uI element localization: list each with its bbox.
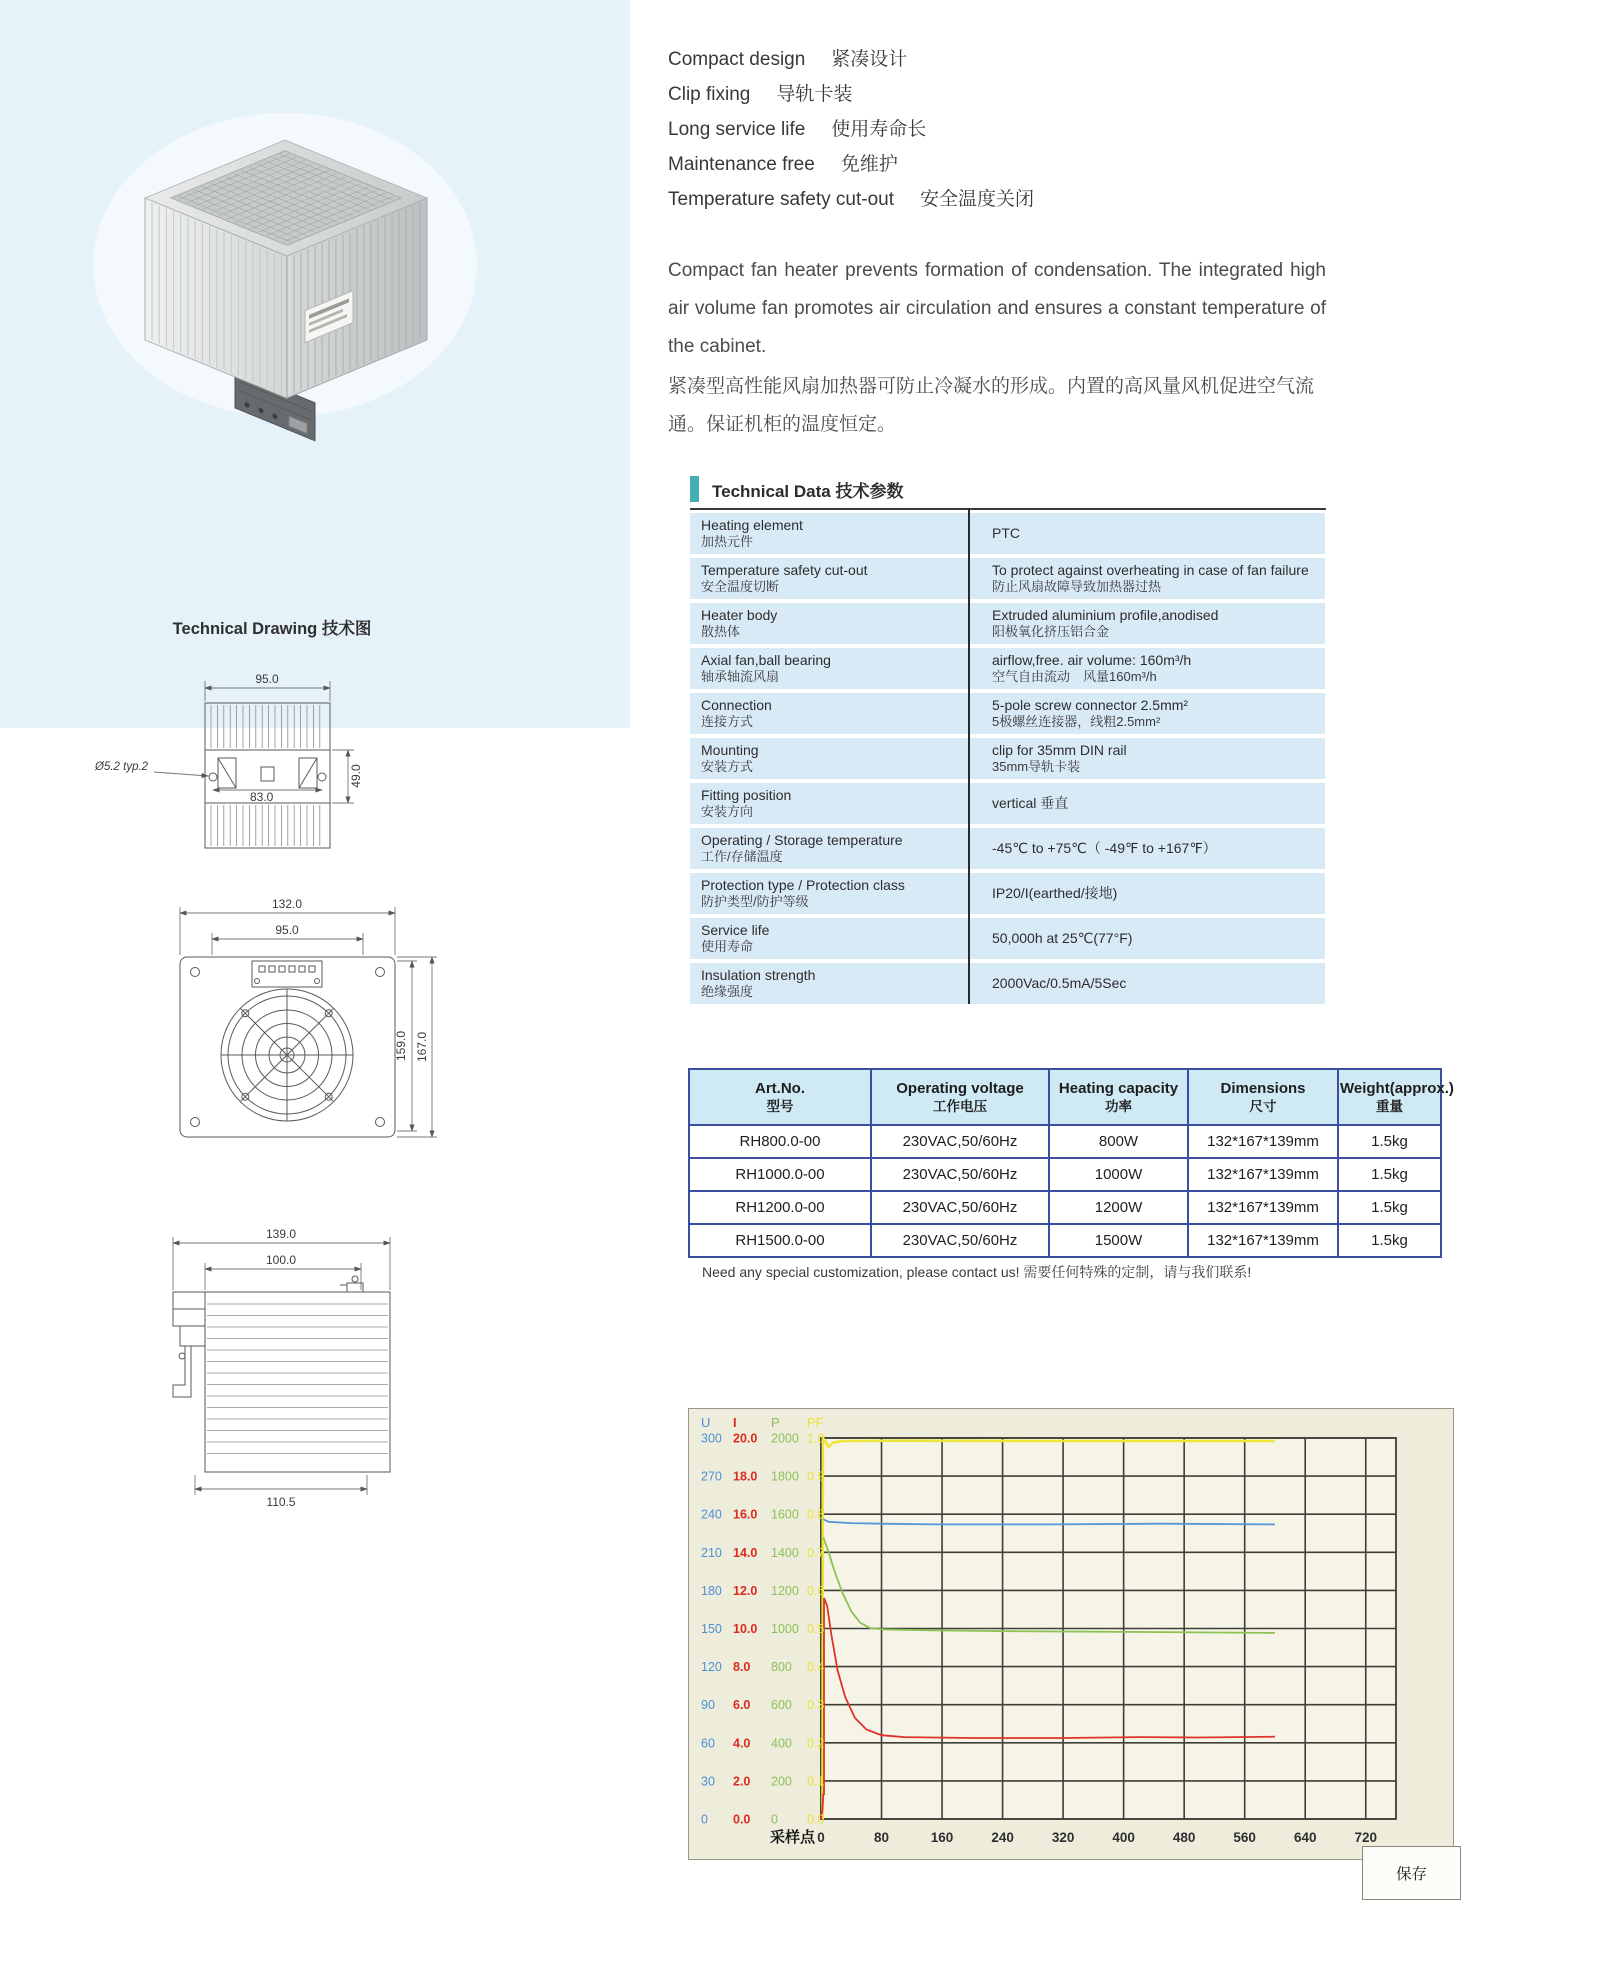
tech-row-value — [976, 963, 1325, 1004]
product-table-cell: 132*167*139mm — [1188, 1191, 1338, 1224]
x-axis-label: 采样点 — [769, 1829, 815, 1846]
axis-tick: 0.8 — [807, 1507, 825, 1522]
dim-95-front: 95.0 — [275, 923, 299, 937]
tech-row-value — [976, 693, 1325, 734]
product-table-cell: RH1500.0-00 — [689, 1224, 871, 1257]
axis-tick: 270 — [701, 1469, 722, 1484]
axis-tick: 12.0 — [733, 1583, 758, 1598]
product-table-header-cell — [1338, 1069, 1454, 1125]
dim-95: 95.0 — [255, 672, 279, 686]
tech-row-value — [976, 783, 1325, 824]
tech-row-value-en: -45℃ to +75℃（ -49℉ to +167℉） — [992, 840, 1217, 857]
tech-row-value-en: clip for 35mm DIN rail — [992, 742, 1127, 758]
axis-tick: 0.4 — [807, 1660, 825, 1675]
tech-row-label — [690, 963, 976, 1004]
x-tick: 720 — [1354, 1830, 1378, 1845]
feature-label-zh: 安全温度关闭 — [920, 189, 1035, 210]
drawing-section-title: Technical Drawing 技术图 — [172, 620, 372, 638]
tech-table — [690, 513, 1325, 1004]
tech-row-label-en: Operating / Storage temperature — [701, 832, 903, 848]
product-table-body — [689, 1125, 1441, 1257]
feature-item — [668, 42, 1034, 77]
tech-row-label — [690, 513, 976, 554]
axis-tick: 20.0 — [733, 1431, 758, 1446]
axis-tick: 0.3 — [807, 1698, 825, 1713]
tech-row-label-zh: 使用寿命 — [701, 938, 754, 954]
feature-label-en: Clip fixing — [668, 84, 751, 105]
description-zh: 紧凑型高性能风扇加热器可防止冷凝水的形成。内置的高风量风机促进空气流通。保证机柜的温度恒定。 — [668, 376, 1315, 435]
axis-header-P: P — [771, 1415, 780, 1430]
axis-tick: 60 — [701, 1736, 715, 1751]
tech-table-divider — [968, 508, 970, 1004]
axis-tick: 2.0 — [733, 1774, 751, 1789]
tech-row-value-zh: 防止风扇故障导致加热器过热 — [992, 578, 1162, 594]
tech-table-row — [690, 783, 1325, 824]
product-table-row — [689, 1191, 1441, 1224]
product-table-header-cell — [1049, 1069, 1188, 1125]
tech-row-value — [976, 918, 1325, 959]
axis-tick: 240 — [701, 1507, 722, 1522]
product-table-cell: RH800.0-00 — [689, 1125, 871, 1158]
axis-tick: 1400 — [771, 1545, 799, 1560]
tech-row-value-en: Extruded aluminium profile,anodised — [992, 607, 1219, 623]
drawing-front-view — [85, 895, 455, 1150]
tech-row-label — [690, 828, 976, 869]
tech-row-label — [690, 648, 976, 689]
feature-item — [668, 77, 1034, 112]
product-table-cell: 230VAC,50/60Hz — [871, 1224, 1049, 1257]
product-table-cell: 1000W — [1049, 1158, 1188, 1191]
dim-49: 49.0 — [349, 764, 363, 788]
tech-row-label — [690, 873, 976, 914]
product-table-cell: 1500W — [1049, 1224, 1188, 1257]
axis-tick: 120 — [701, 1660, 722, 1675]
chart-canvas — [689, 1409, 1453, 1859]
save-button[interactable]: 保存 — [1362, 1846, 1461, 1900]
x-tick: 320 — [1051, 1830, 1075, 1845]
chart-panel — [688, 1408, 1454, 1860]
drawing-side-view — [85, 1225, 430, 1510]
product-table — [688, 1068, 1454, 1258]
header-zh: 尺寸 — [1249, 1098, 1277, 1114]
tech-row-value-en: 5-pole screw connector 2.5mm² — [992, 697, 1189, 713]
axis-tick: 0.0 — [807, 1812, 825, 1827]
dim-100: 100.0 — [265, 1253, 297, 1267]
tech-table-row — [690, 828, 1325, 869]
axis-tick: 0.2 — [807, 1736, 825, 1751]
axis-tick: 10.0 — [733, 1622, 758, 1636]
tech-row-value-en: vertical 垂直 — [992, 795, 1069, 812]
tech-row-value-en: IP20/I(earthed/接地) — [992, 885, 1118, 902]
tech-table-row — [690, 918, 1325, 959]
axis-tick: 4.0 — [733, 1736, 751, 1751]
tech-row-label-zh: 安装方向 — [701, 803, 754, 819]
tech-row-value-zh: 空气自由流动 风量160m³/h — [992, 668, 1157, 684]
x-tick: 240 — [991, 1830, 1014, 1845]
tech-row-label-zh: 轴承轴流风扇 — [701, 668, 780, 684]
tech-row-label-zh: 加热元件 — [701, 533, 754, 549]
header-en: Art.No. — [755, 1079, 805, 1097]
product-table-cell: 1.5kg — [1338, 1125, 1441, 1158]
axis-tick: 600 — [771, 1698, 792, 1713]
accent-bar — [690, 476, 699, 502]
header-en: Dimensions — [1220, 1079, 1306, 1097]
axis-tick: 180 — [701, 1583, 722, 1598]
axis-tick: 16.0 — [733, 1507, 758, 1522]
header-zh: 功率 — [1105, 1098, 1132, 1114]
tech-row-value-en: 2000Vac/0.5mA/5Sec — [992, 975, 1127, 992]
feature-item — [668, 182, 1034, 217]
tech-row-label-zh: 连接方式 — [701, 713, 754, 729]
x-tick: 560 — [1233, 1830, 1256, 1845]
feature-item — [668, 147, 1034, 182]
axis-tick: 1800 — [771, 1469, 799, 1484]
axis-tick: 0.1 — [807, 1774, 825, 1789]
feature-label-en: Maintenance free — [668, 154, 815, 175]
product-table-header-cell — [689, 1069, 871, 1125]
axis-tick: 0.6 — [807, 1583, 825, 1598]
tech-row-value — [976, 603, 1325, 644]
axis-tick: 90 — [701, 1698, 715, 1713]
feature-label-zh: 免维护 — [840, 154, 898, 175]
x-tick: 400 — [1112, 1830, 1135, 1845]
tech-row-label-zh: 安装方式 — [701, 758, 754, 774]
product-table-header-row — [689, 1069, 1441, 1125]
dim-83: 83.0 — [250, 790, 274, 804]
header-zh: 型号 — [766, 1098, 794, 1114]
product-table-row — [689, 1224, 1441, 1257]
axis-tick: 1.0 — [807, 1431, 825, 1446]
header-en: Heating capacity — [1058, 1079, 1179, 1097]
product-photo — [85, 100, 485, 445]
tech-row-label-en: Mounting — [701, 742, 759, 758]
tech-row-label-en: Protection type / Protection class — [701, 877, 905, 893]
tech-row-label — [690, 693, 976, 734]
header-en: Weight(approx.) — [1340, 1079, 1454, 1097]
axis-tick: 18.0 — [733, 1469, 758, 1484]
tech-row-value — [976, 513, 1325, 554]
dim-139: 139.0 — [265, 1227, 297, 1241]
axis-tick: 1600 — [771, 1507, 799, 1522]
tech-row-value-en: PTC — [992, 525, 1020, 542]
tech-row-value-en: To protect against overheating in case of fan failure — [992, 562, 1309, 578]
feature-label-en: Compact design — [668, 49, 806, 70]
tech-row-value — [976, 648, 1325, 689]
tech-row-label-en: Connection — [701, 697, 772, 713]
product-table-cell: RH1200.0-00 — [689, 1191, 871, 1224]
product-table-cell: 230VAC,50/60Hz — [871, 1125, 1049, 1158]
x-tick: 80 — [874, 1830, 890, 1845]
dim-167: 167.0 — [415, 1031, 429, 1063]
axis-tick: 0.9 — [807, 1469, 825, 1484]
feature-item — [668, 112, 1034, 147]
axis-tick: 150 — [701, 1622, 722, 1636]
axis-tick: 0 — [701, 1812, 708, 1827]
axis-tick: 210 — [701, 1545, 722, 1560]
drawing-top-view — [90, 655, 410, 870]
axis-tick: 1200 — [771, 1583, 799, 1598]
axis-tick: 200 — [771, 1774, 792, 1789]
axis-tick: 14.0 — [733, 1545, 758, 1560]
tech-row-value-zh: 35mm导轨卡装 — [992, 758, 1081, 774]
product-table-cell: 132*167*139mm — [1188, 1158, 1338, 1191]
tech-row-label — [690, 918, 976, 959]
product-table-cell: 132*167*139mm — [1188, 1224, 1338, 1257]
x-tick: 0 — [817, 1830, 825, 1845]
tech-row-label-en: Axial fan,ball bearing — [701, 652, 831, 668]
header-zh: 工作电压 — [933, 1098, 987, 1114]
tech-row-label-en: Service life — [701, 922, 770, 938]
axis-tick: 0.5 — [807, 1622, 825, 1636]
tech-row-label-en: Fitting position — [701, 787, 792, 803]
product-table-cell: 230VAC,50/60Hz — [871, 1158, 1049, 1191]
axis-header-PF: PF — [807, 1415, 824, 1430]
tech-row-label — [690, 783, 976, 824]
tech-table-row — [690, 603, 1325, 644]
feature-label-zh: 紧凑设计 — [831, 49, 908, 70]
dim-132: 132.0 — [271, 897, 303, 911]
product-table-cell: 132*167*139mm — [1188, 1125, 1338, 1158]
axis-tick: 0.0 — [733, 1812, 751, 1827]
tech-table-row — [690, 513, 1325, 554]
tech-row-label-zh: 绝缘强度 — [701, 983, 754, 999]
tech-row-label-zh: 安全温度切断 — [701, 578, 780, 594]
dim-hole: Ø5.2 typ.2 — [95, 761, 149, 773]
product-table-cell: 800W — [1049, 1125, 1188, 1158]
axis-header-I: I — [733, 1415, 737, 1430]
feature-label-en: Long service life — [668, 119, 806, 140]
header-en: Operating voltage — [896, 1079, 1024, 1097]
axis-tick: 300 — [701, 1431, 722, 1446]
axis-tick: 6.0 — [733, 1698, 751, 1713]
tech-row-value-en: airflow,free. air volume: 160m³/h — [992, 652, 1192, 668]
tech-row-label — [690, 603, 976, 644]
tech-row-value-zh: 5极螺丝连接器，线粗2.5mm² — [992, 713, 1161, 729]
dim-159: 159.0 — [394, 1030, 408, 1062]
feature-label-zh: 导轨卡装 — [776, 84, 853, 105]
product-table-cell: RH1000.0-00 — [689, 1158, 871, 1191]
dim-110-5: 110.5 — [266, 1495, 296, 1509]
feature-list — [668, 42, 1034, 217]
tech-row-label-en: Heating element — [701, 517, 803, 533]
tech-data-title: Technical Data 技术参数 — [712, 481, 904, 501]
tech-table-row — [690, 738, 1325, 779]
axis-tick: 0 — [771, 1812, 778, 1827]
product-table-head — [689, 1069, 1454, 1125]
description-en: Compact fan heater prevents formation of condensation. The integrated high air volume fan promotes air circulation and ensures a constant temperature of the cabinet. — [668, 260, 1326, 357]
tech-row-label-en: Temperature safety cut-out — [701, 562, 868, 578]
customization-note: Need any special customization, please contact us! 需要任何特殊的定制，请与我们联系! — [702, 1264, 1252, 1280]
tech-row-value — [976, 738, 1325, 779]
tech-row-label-zh: 工作/存储温度 — [701, 848, 783, 864]
product-table-cell: 230VAC,50/60Hz — [871, 1191, 1049, 1224]
tech-row-value-en: 50,000h at 25℃(77°F) — [992, 930, 1133, 947]
x-tick: 480 — [1172, 1830, 1196, 1845]
tech-row-label — [690, 738, 976, 779]
axis-tick: 800 — [771, 1660, 792, 1675]
product-table-header-cell — [871, 1069, 1049, 1125]
tech-row-value-zh: 阳极氧化挤压铝合金 — [992, 623, 1110, 639]
product-table-cell: 1200W — [1049, 1191, 1188, 1224]
axis-tick: 30 — [701, 1774, 715, 1789]
tech-row-label-zh: 散热体 — [701, 623, 741, 639]
tech-table-row — [690, 693, 1325, 734]
product-table-row — [689, 1125, 1441, 1158]
axis-header-U: U — [701, 1415, 711, 1430]
header-zh: 重量 — [1376, 1098, 1403, 1114]
x-tick: 160 — [930, 1830, 954, 1845]
tech-table-row — [690, 873, 1325, 914]
axis-tick: 1000 — [771, 1622, 799, 1636]
tech-table-row — [690, 558, 1325, 599]
tech-row-label — [690, 558, 976, 599]
product-table-header-cell — [1188, 1069, 1338, 1125]
tech-row-value — [976, 828, 1325, 869]
tech-row-label-en: Insulation strength — [701, 967, 816, 983]
product-table-cell: 1.5kg — [1338, 1158, 1441, 1191]
tech-row-value — [976, 873, 1325, 914]
axis-tick: 400 — [771, 1736, 792, 1751]
feature-label-zh: 使用寿命长 — [831, 119, 927, 140]
axis-tick: 8.0 — [733, 1660, 751, 1675]
tech-table-row — [690, 648, 1325, 689]
tech-data-header — [690, 476, 1326, 510]
tech-row-value — [976, 558, 1325, 599]
x-tick: 640 — [1293, 1830, 1317, 1845]
product-table-cell: 1.5kg — [1338, 1224, 1441, 1257]
tech-row-label-en: Heater body — [701, 607, 778, 623]
axis-tick: 2000 — [771, 1431, 799, 1446]
feature-label-en: Temperature safety cut-out — [668, 189, 894, 210]
product-table-cell: 1.5kg — [1338, 1191, 1441, 1224]
tech-row-label-zh: 防护类型/防护等级 — [701, 893, 809, 909]
product-table-row — [689, 1158, 1441, 1191]
axis-tick: 0.7 — [807, 1545, 825, 1560]
tech-table-row — [690, 963, 1325, 1004]
